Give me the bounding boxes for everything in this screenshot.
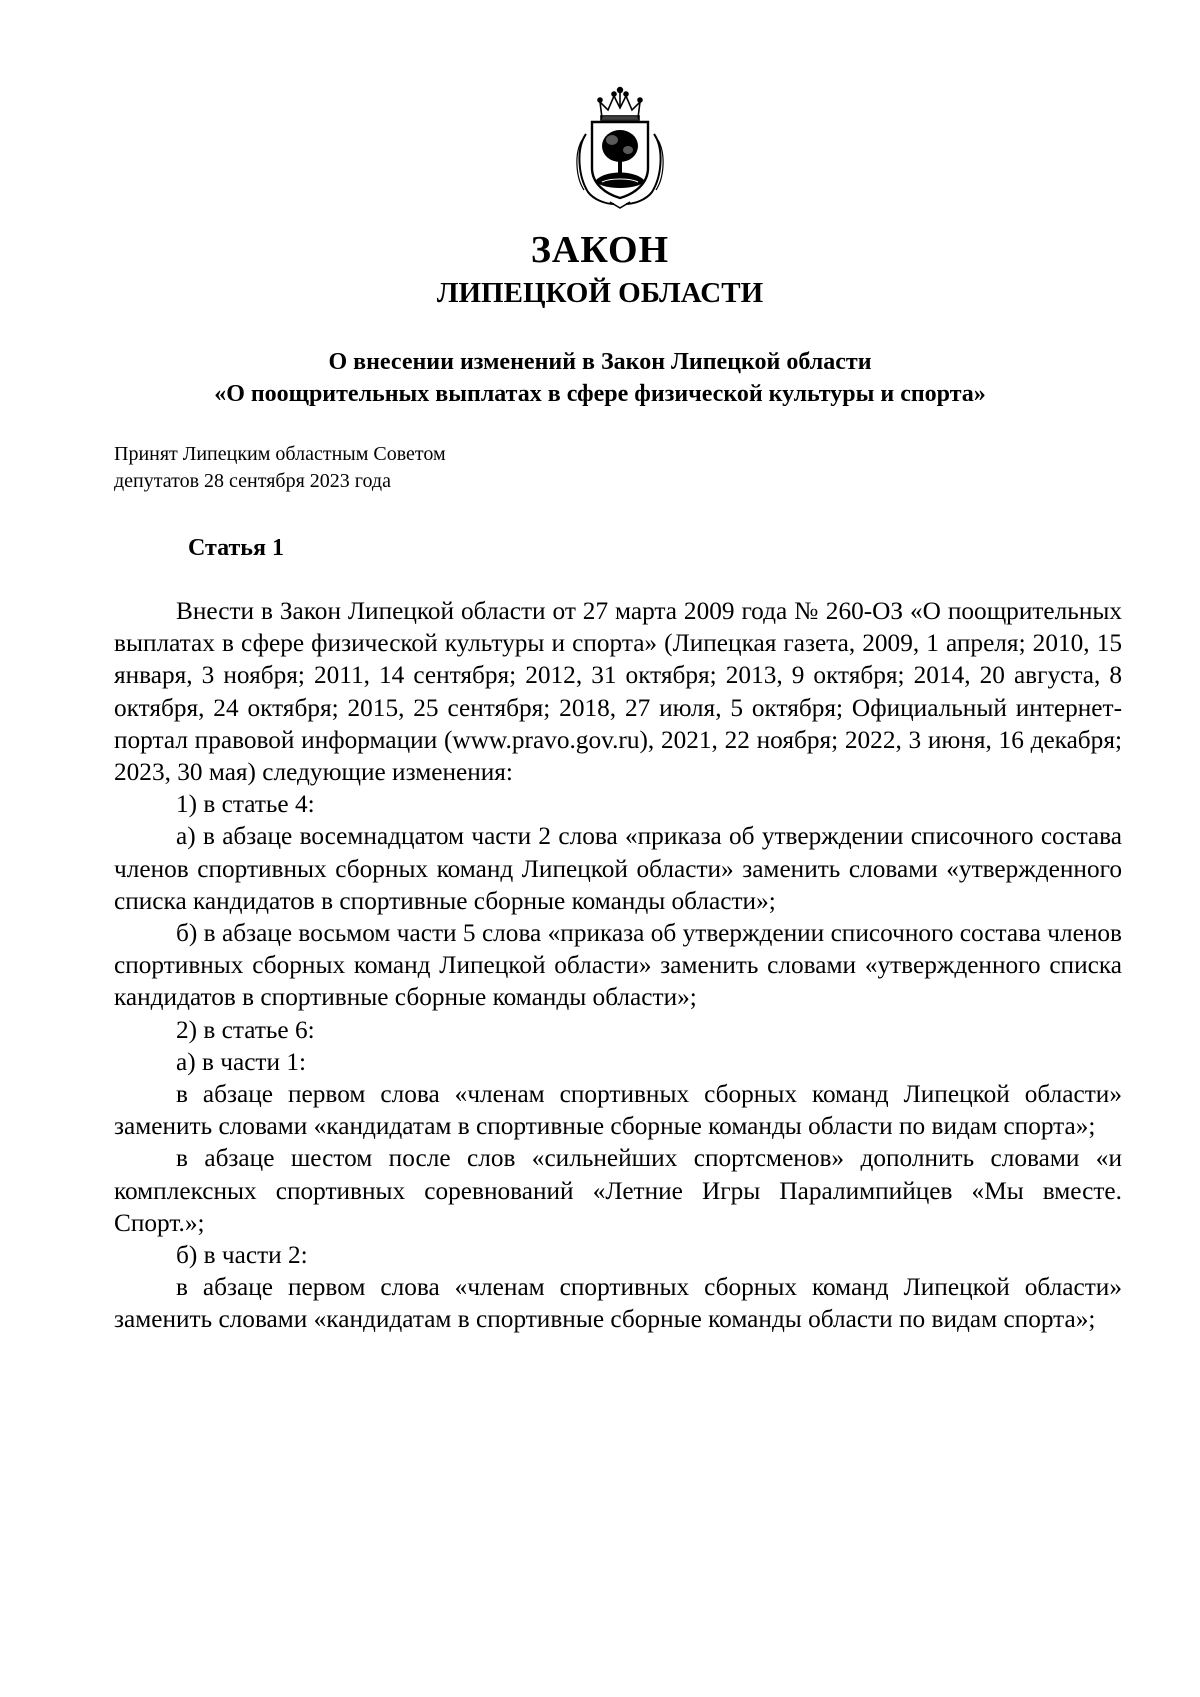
paragraph: в абзаце первом слова «членам спортивных сборных команд Липецкой области» заменить словами «кандидатам в спортивные сборные команды области по видам спорта»;: [114, 1080, 1122, 1141]
paragraph: Внести в Закон Липецкой области от 27 марта 2009 года № 260-ОЗ «О поощрительных выплатах в сфере физической культуры и спорта» (Липецкая газета, 2009, 1 апреля; 2010, 15 января, 3 ноября; 2011, 14 сентября; 2012, 31 октября; 2013, 9 октября; 2014, 20 августа, 8 октября, 24 октября; 2015, 25 сентября; 2018, 27 июля, 5 октября; Официальный интернет-портал правовой информации (www.pravo.gov.ru), 2021, 22 ноября; 2022, 3 июня, 16 декабря; 2023, 30 мая) следующие изменения:: [114, 597, 1122, 787]
document-subject: [0, 346, 1200, 410]
adoption-line: Принят Липецким областным Советом: [114, 443, 446, 465]
adoption-line: депутатов 28 сентября 2023 года: [114, 470, 391, 492]
paragraph: 2) в статье 6:: [176, 1015, 315, 1044]
subject-line: О внесении изменений в Закон Липецкой области: [328, 349, 872, 375]
subject-line: «О поощрительных выплатах в сфере физической культуры и спорта»: [214, 381, 986, 407]
lipetsk-coat-of-arms-icon: [570, 84, 670, 210]
paragraph: в абзаце первом слова «членам спортивных сборных команд Липецкой области» заменить словами «кандидатам в спортивные сборные команды области по видам спорта»;: [114, 1273, 1122, 1334]
paragraph: 1) в статье 4:: [176, 790, 315, 819]
document-title: ЗАКОН: [530, 229, 670, 271]
article-body: [114, 595, 1122, 1336]
paragraph: б) в абзаце восьмом части 5 слова «приказа об утверждении списочного состава членов спортивных сборных команд Липецкой области» заменить словами «утвержденного списка кандидатов в спортивные сборные команды области»;: [114, 919, 1122, 1012]
paragraph: а) в абзаце восемнадцатом части 2 слова «приказа об утверждении списочного состава членов спортивных сборных команд Липецкой области» заменить словами «утвержденного списка кандидатов в спортивные сборные команды области»;: [114, 822, 1122, 915]
article-heading: Статья 1: [188, 535, 284, 561]
paragraph: б) в части 2:: [176, 1241, 308, 1270]
paragraph: в абзаце шестом после слов «сильнейших спортсменов» дополнить словами «и комплексных спортивных соревнований «Летние Игры Паралимпийцев «Мы вместе. Спорт.»;: [114, 1144, 1122, 1237]
adoption-note: [114, 441, 446, 495]
paragraph: а) в части 1:: [176, 1047, 307, 1076]
document-region: ЛИПЕЦКОЙ ОБЛАСТИ: [436, 277, 764, 309]
